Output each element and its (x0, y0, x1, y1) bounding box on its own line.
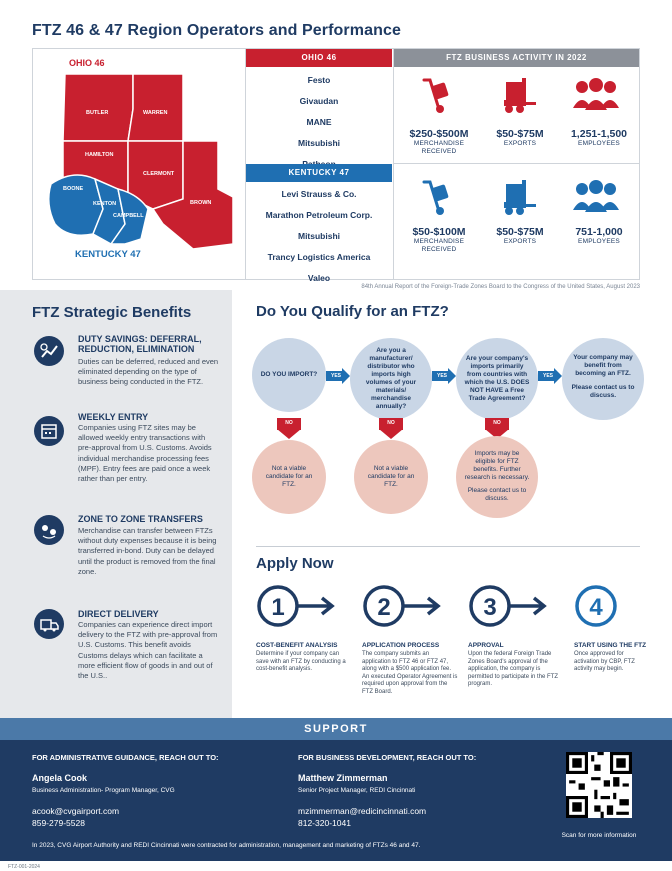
step-3-icon (466, 584, 550, 628)
page-title: FTZ 46 & 47 Region Operators and Performance (32, 22, 401, 39)
result-eligible-text: Imports may be eligible for FTZ benefits. Further research is necessary. (464, 450, 530, 481)
qr-code-icon[interactable] (566, 752, 632, 818)
svg-text:CLERMONT: CLERMONT (143, 171, 175, 177)
ohio-operator-list (246, 70, 392, 175)
hand-truck-icon (420, 178, 454, 218)
question-import: DO YOU IMPORT? (252, 338, 326, 412)
step-number: 3 (483, 594, 497, 621)
kentucky-header: KENTUCKY 47 (246, 164, 392, 182)
svg-text:HAMILTON: HAMILTON (85, 152, 114, 158)
ohio-operator: MANE (306, 117, 332, 127)
benefit-heading: DIRECT DELIVERY (78, 609, 159, 619)
kentucky-operator: Trancy Logistics America (267, 252, 371, 262)
ohio-operator: Festo (307, 75, 331, 85)
employees-icon (572, 180, 620, 216)
no-arrow-icon (379, 429, 403, 439)
document-id: FTZ-001-2024 (8, 864, 40, 870)
kentucky-operator: Marathon Petroleum Corp. (265, 210, 373, 220)
region-map (33, 49, 244, 279)
ohio-map-label: OHIO 46 (69, 58, 105, 68)
benefit-body: Merchandise can transfer between FTZs without duty expenses because it is being transferred in-bond. Duty can be delayed until the product is removed from the final zone. (78, 526, 217, 576)
question-manufacturer: Are you a manufacturer/ distributor who imports high volumes of your materials/ merchandise annually? (350, 338, 432, 420)
step-heading: APPLICATION PROCESS (362, 642, 440, 649)
bizdev-phone[interactable]: 812-320-1041 (298, 818, 351, 828)
step-body: Determine if your company can save with an FTZ by conducting a cost-benefit analysis. (256, 651, 346, 672)
calendar-icon (34, 416, 64, 446)
benefit-heading: WEEKLY ENTRY (78, 412, 149, 422)
step-1-icon (254, 584, 338, 628)
forklift-icon (500, 178, 540, 218)
benefits-title: FTZ Strategic Benefits (32, 304, 192, 321)
ohio-employees-stat: 1,251-1,500 EMPLOYEES (570, 128, 628, 147)
step-number: 1 (271, 594, 285, 621)
kentucky-map-label: KENTUCKY 47 (75, 249, 141, 260)
apply-title: Apply Now (256, 555, 334, 572)
question-trade-agreement: Are your company's imports primarily from countries with which the U.S. DOES NOT HAVE a Free Trade Agreement? (456, 338, 538, 420)
no-arrow-icon (277, 429, 301, 439)
kentucky-exports-stat: $50-$75M EXPORTS (496, 226, 544, 245)
qualify-title: Do You Qualify for an FTZ? (256, 303, 449, 320)
benefit-body: Duties can be deferred, reduced and even eliminated depending on the type of business being conducted in the FTZ. (78, 357, 219, 387)
kentucky-merchandise-stat: $50-$100M MERCHANDISE RECEIVED (412, 226, 466, 253)
bizdev-email-link[interactable]: mzimmerman@redicincinnati.com (298, 806, 427, 816)
ohio-merchandise-stat: $250-$500M MERCHANDISE RECEIVED (409, 128, 469, 155)
kentucky-operator: Mitsubishi (297, 231, 341, 241)
transfer-icon (34, 515, 64, 545)
support-note: In 2023, CVG Airport Authority and REDI Cincinnati were contracted for administration, management and marketing of FTZs 46 and 47. (32, 842, 421, 849)
svg-text:BROWN: BROWN (190, 200, 212, 206)
admin-contact-name: Angela Cook (32, 773, 88, 783)
result-further-research (456, 436, 538, 518)
section-divider (256, 546, 640, 547)
bizdev-contact-name: Matthew Zimmerman (298, 773, 388, 783)
step-heading: APPROVAL (468, 642, 504, 649)
warren-county-shape (128, 74, 183, 141)
step-body: Upon the federal Foreign Trade Zones Board's approval of the application, the company is permitted to participate in the FTZ program. (468, 651, 559, 687)
butler-county-shape (63, 74, 133, 141)
benefit-heading: DUTY SAVINGS: DEFERRAL, REDUCTION, ELIMINATION (78, 334, 202, 354)
result-may-benefit (562, 338, 644, 420)
hand-truck-icon (420, 76, 454, 116)
admin-phone[interactable]: 859-279-5528 (32, 818, 85, 828)
map-graphic (33, 49, 244, 279)
qr-caption: Scan for more information (561, 832, 637, 839)
step-body: The company submits an application to FTZ 46 or FTZ 47, along with a $500 application fee. An executed Operator Agreement is required upon approval from the FTZ Board. (362, 651, 458, 695)
admin-contact-role: Business Administration- Program Manager, CVG (32, 787, 175, 794)
employees-icon (572, 78, 620, 114)
ohio-operator: Mitsubishi (297, 138, 341, 148)
delivery-icon (34, 609, 64, 639)
step-number: 4 (589, 594, 603, 621)
report-source-note: 84th Annual Report of the Foreign-Trade Zones Board to the Congress of the United States, August 2023 (361, 284, 640, 290)
yes-label: YES (543, 373, 554, 379)
kentucky-employees-stat: 751-1,000 EMPLOYEES (575, 226, 623, 245)
benefit-body: Companies can experience direct import delivery to the FTZ with pre-approval from U.S. Customs. This benefit avoids Customs delays which can facilitate a more efficient flow of goods in and out of the U.S.. (78, 620, 218, 681)
result-contact-text: Please contact us to discuss. (571, 384, 635, 399)
svg-text:BOONE: BOONE (63, 186, 84, 192)
svg-text:KENTON: KENTON (93, 201, 117, 207)
result-benefit-text: Your company may benefit from becoming an FTZ. (573, 354, 633, 377)
result-not-viable: Not a viable candidate for an FTZ. (252, 440, 326, 514)
result-not-viable: Not a viable candidate for an FTZ. (354, 440, 428, 514)
ohio-exports-stat: $50-$75M EXPORTS (496, 128, 544, 147)
svg-text:WARREN: WARREN (143, 110, 168, 116)
admin-heading: FOR ADMINISTRATIVE GUIDANCE, REACH OUT TO: (32, 753, 219, 762)
svg-text:BUTLER: BUTLER (86, 110, 109, 116)
kentucky-operator: Valeo (307, 273, 331, 283)
activity-header: FTZ BUSINESS ACTIVITY IN 2022 (394, 49, 639, 67)
bizdev-contact-role: Senior Project Manager, REDI Cincinnati (298, 787, 416, 794)
step-body: Once approved for activation by CBP, FTZ activity may begin. (574, 651, 635, 672)
forklift-icon (500, 76, 540, 116)
step-heading: START USING THE FTZ (574, 642, 647, 649)
admin-email-link[interactable]: acook@cvgairport.com (32, 806, 120, 816)
yes-label: YES (331, 373, 342, 379)
step-heading: COST-BENEFIT ANALYSIS (256, 642, 338, 649)
ohio-header: OHIO 46 (246, 49, 392, 67)
step-4-icon (572, 584, 620, 628)
kentucky-operator: Levi Strauss & Co. (281, 189, 357, 199)
duty-savings-icon (34, 336, 64, 366)
yes-label: YES (437, 373, 448, 379)
benefit-heading: ZONE TO ZONE TRANSFERS (78, 514, 203, 524)
no-label: NO (277, 418, 301, 430)
svg-text:CAMPBELL: CAMPBELL (113, 213, 144, 219)
kentucky-operator-list (246, 184, 392, 289)
result-contact-text: Please contact us to discuss. (467, 487, 527, 502)
bizdev-heading: FOR BUSINESS DEVELOPMENT, REACH OUT TO: (298, 753, 477, 762)
no-label: NO (485, 418, 509, 430)
step-number: 2 (377, 594, 391, 621)
no-label: NO (379, 418, 403, 430)
step-2-icon (360, 584, 444, 628)
benefit-body: Companies using FTZ sites may be allowed weekly entry transactions with pre-approval from U.S. Customs. Avoids individual merchandise processing fees (MPF). Entry fees are paid once a week rather than per entry. (78, 423, 212, 484)
ohio-operator: Givaudan (299, 96, 339, 106)
support-title: SUPPORT (0, 718, 672, 740)
